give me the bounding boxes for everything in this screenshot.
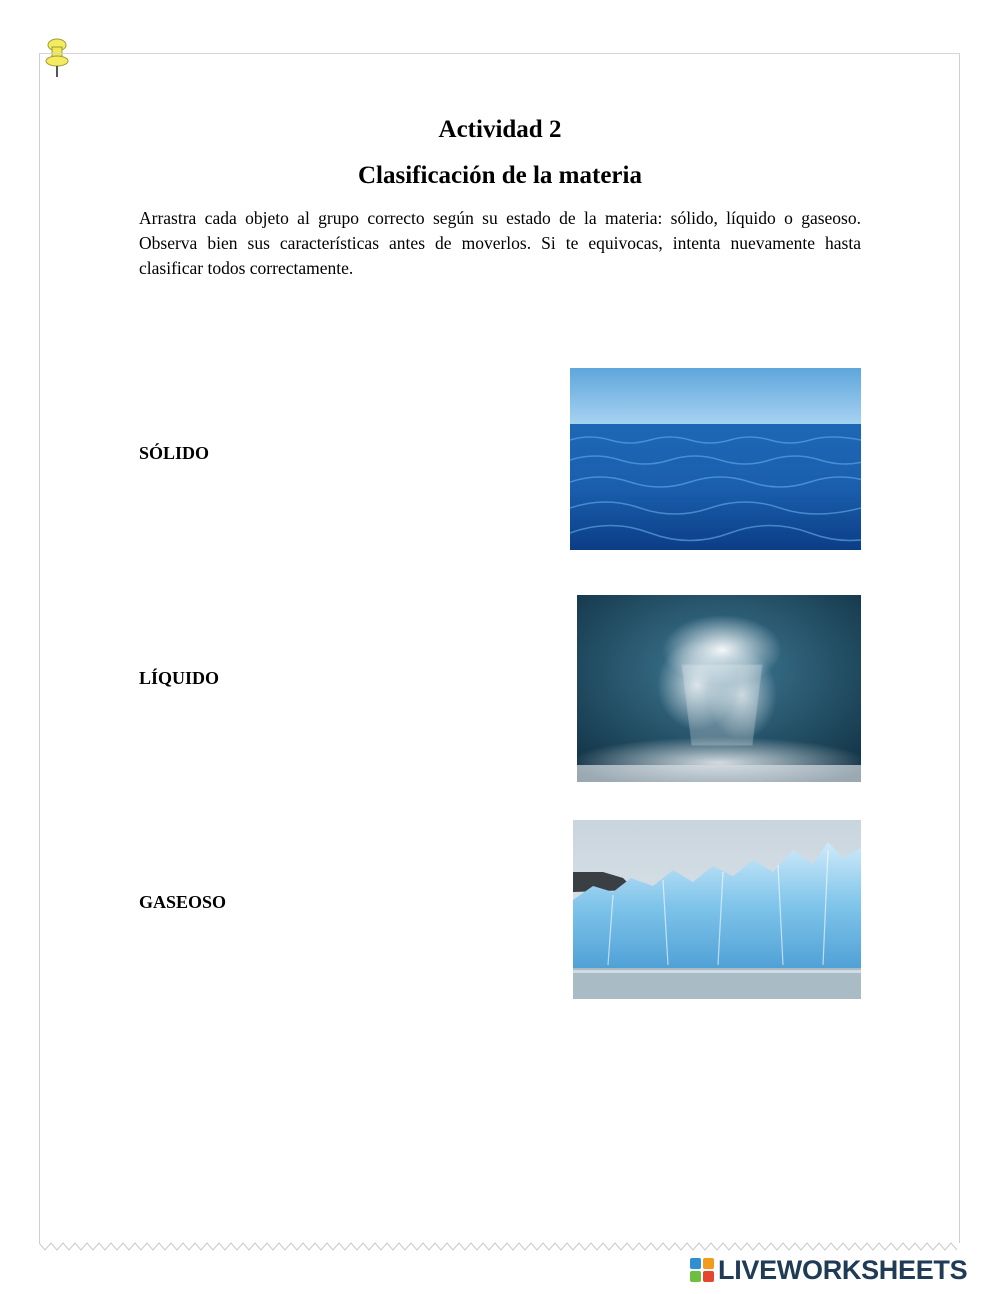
activity-title: Actividad 2 bbox=[438, 116, 562, 143]
category-label-liquid: LÍQUIDO bbox=[139, 668, 220, 688]
page-torn-edge bbox=[39, 1240, 961, 1254]
instructions-text: Arrastra cada objeto al grupo correcto según su estado de la materia: sólido, líquido o gaseoso. Observa bien sus características antes de moverlos. Si te equivocas, intenta nuevamente hasta clasificar todos correctamente. bbox=[139, 208, 861, 278]
liveworksheets-logo bbox=[690, 1254, 967, 1286]
category-label-gas: GASEOSO bbox=[139, 892, 227, 912]
draggable-image-ice[interactable] bbox=[573, 820, 861, 999]
draggable-image-ocean[interactable] bbox=[570, 368, 861, 550]
glacier-picture bbox=[573, 820, 861, 999]
logo-text: LIVEWORKSHEETS bbox=[718, 1254, 968, 1285]
vapor-picture bbox=[577, 595, 861, 782]
draggable-image-vapor[interactable] bbox=[577, 595, 861, 782]
category-label-solid: SÓLIDO bbox=[139, 443, 210, 463]
activity-subtitle: Clasificación de la materia bbox=[358, 162, 642, 189]
liveworksheets-logo-icon bbox=[690, 1258, 714, 1282]
ocean-water-picture bbox=[570, 368, 861, 550]
